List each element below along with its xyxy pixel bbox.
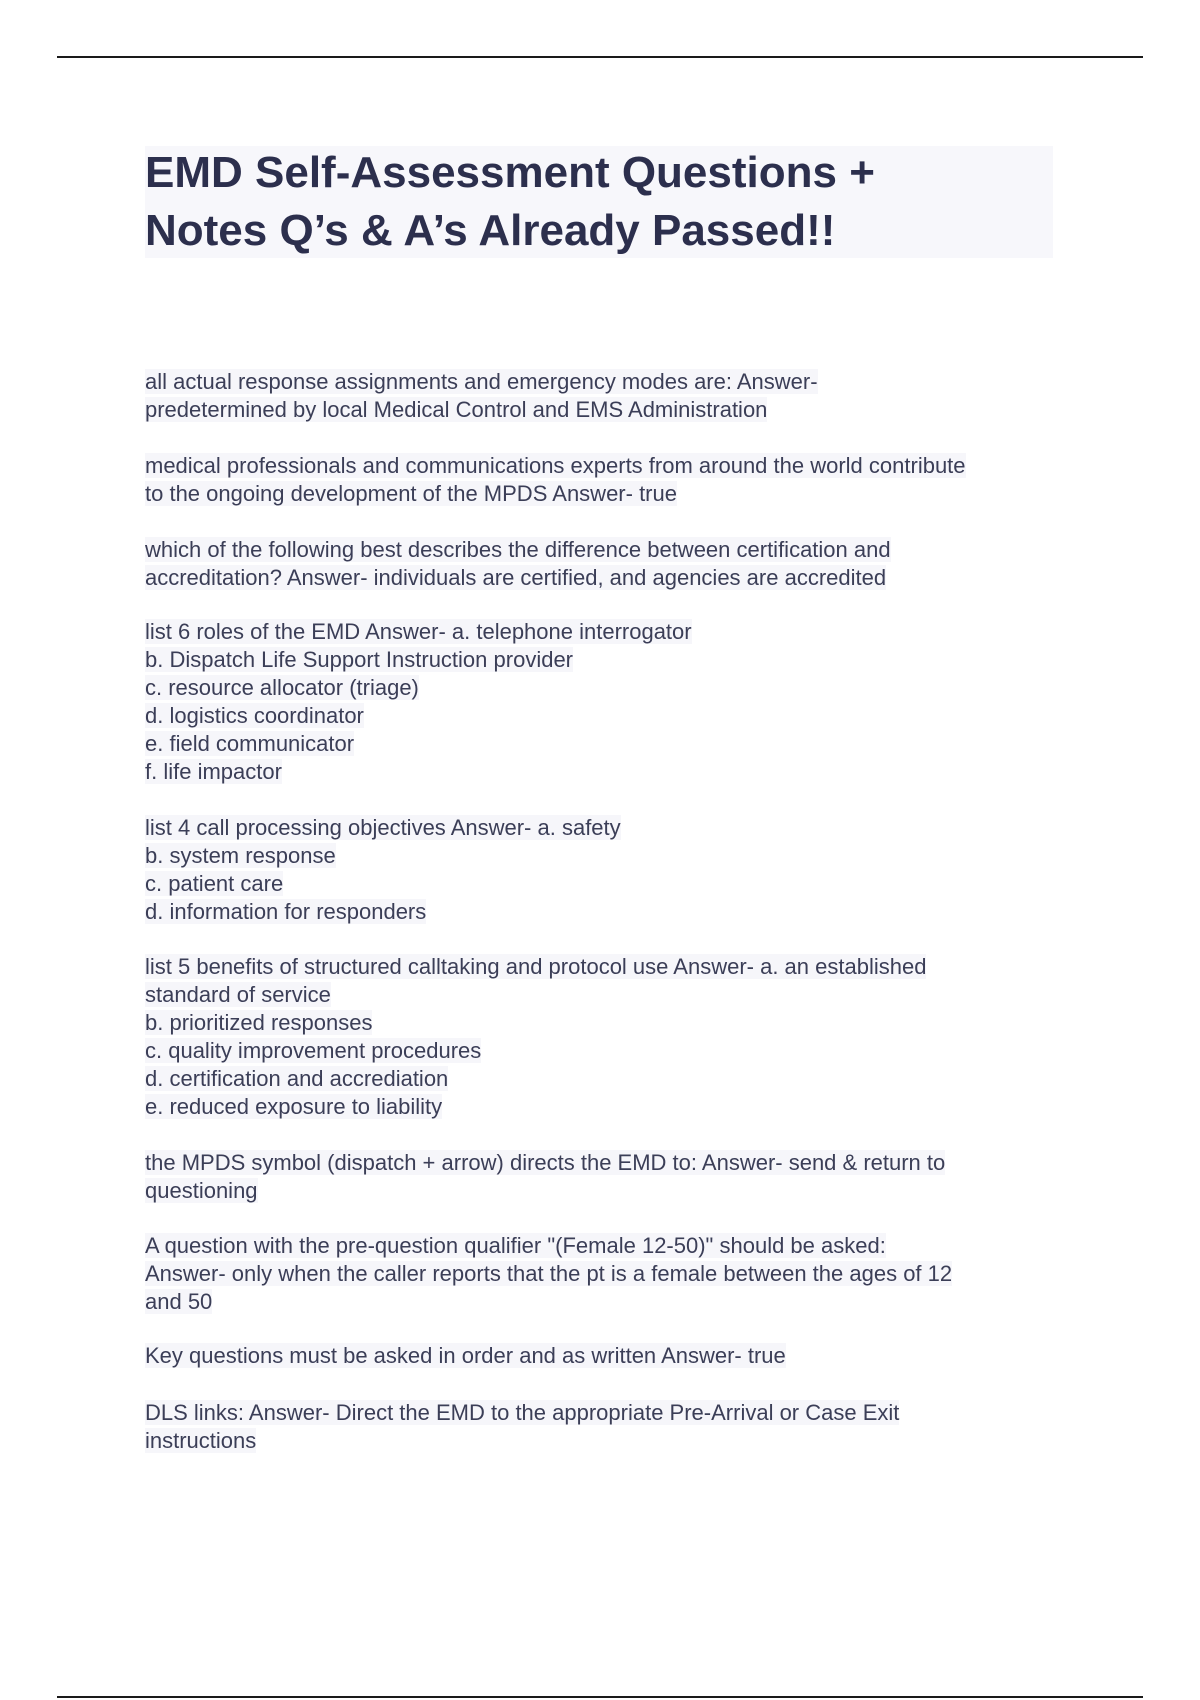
qa-line: DLS links: Answer- Direct the EMD to the appropriate Pre-Arrival or Case Exit [145, 1400, 900, 1425]
qa-line: list 4 call processing objectives Answer- a. safety [145, 815, 621, 840]
qa-item-5 [145, 814, 1065, 926]
qa-item-2 [145, 452, 1065, 508]
qa-line: f. life impactor [145, 759, 282, 784]
qa-line: questioning [145, 1178, 258, 1203]
qa-line: c. quality improvement procedures [145, 1038, 482, 1063]
page-title [145, 146, 1053, 258]
qa-line: b. system response [145, 843, 336, 868]
qa-line: list 6 roles of the EMD Answer- a. telephone interrogator [145, 619, 692, 644]
title-line-2: Notes Q’s & A’s Already Passed!! [145, 206, 836, 255]
qa-line: Key questions must be asked in order and as written Answer- true [145, 1343, 786, 1368]
qa-line: d. information for responders [145, 899, 427, 924]
qa-line: medical professionals and communications experts from around the world contribute [145, 453, 966, 478]
qa-line: d. certification and accrediation [145, 1066, 449, 1091]
qa-line: e. reduced exposure to liability [145, 1094, 443, 1119]
qa-item-8 [145, 1232, 1065, 1316]
qa-item-6 [145, 953, 1065, 1121]
qa-line: and 50 [145, 1289, 213, 1314]
qa-line: which of the following best describes the difference between certification and [145, 537, 891, 562]
qa-line: the MPDS symbol (dispatch + arrow) directs the EMD to: Answer- send & return to [145, 1150, 946, 1175]
qa-item-7 [145, 1149, 1065, 1205]
qa-line: c. resource allocator (triage) [145, 675, 419, 700]
qa-item-4 [145, 618, 1065, 786]
bottom-rule [57, 1696, 1143, 1698]
qa-item-10 [145, 1399, 1065, 1455]
qa-item-3 [145, 536, 1065, 592]
qa-line: b. Dispatch Life Support Instruction provider [145, 647, 574, 672]
qa-line: predetermined by local Medical Control and EMS Administration [145, 397, 768, 422]
qa-line: b. prioritized responses [145, 1010, 373, 1035]
title-line-1: EMD Self-Assessment Questions + [145, 148, 875, 197]
qa-line: all actual response assignments and emergency modes are: Answer- [145, 369, 818, 394]
qa-item-1 [145, 368, 1065, 424]
qa-line: e. field communicator [145, 731, 355, 756]
qa-item-9 [145, 1342, 1065, 1370]
qa-line: list 5 benefits of structured calltaking and protocol use Answer- a. an established [145, 954, 927, 979]
qa-line: accreditation? Answer- individuals are certified, and agencies are accredited [145, 565, 887, 590]
qa-line: instructions [145, 1428, 257, 1453]
qa-line: c. patient care [145, 871, 284, 896]
qa-line: A question with the pre-question qualifier "(Female 12-50)" should be asked: [145, 1233, 886, 1258]
top-rule [57, 56, 1143, 58]
qa-line: Answer- only when the caller reports that the pt is a female between the ages of 12 [145, 1261, 953, 1286]
qa-line: d. logistics coordinator [145, 703, 364, 728]
qa-line: to the ongoing development of the MPDS Answer- true [145, 481, 677, 506]
qa-line: standard of service [145, 982, 331, 1007]
